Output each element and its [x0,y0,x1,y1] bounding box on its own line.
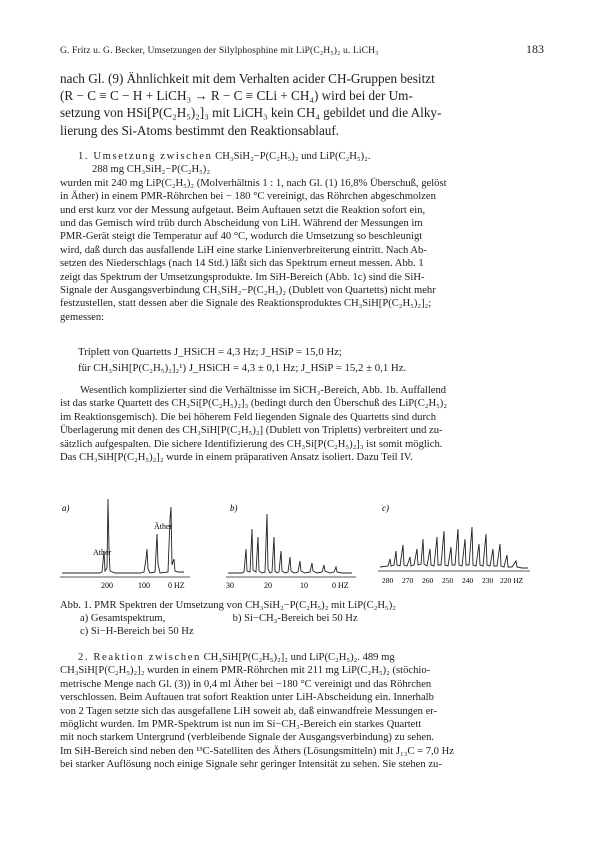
panel-b-tick: 0 HZ [332,581,349,590]
body-line: in Äther) in einem PMR-Röhrchen bei − 180 °C vereinigt, das Röhrchen abgeschmolzen [60,191,436,203]
section-2-first-line [60,651,548,664]
body-line: PMR-Gerät steigt die Temperatur auf 40 °C, wodurch die Umsetzung so beschleunigt [60,231,423,243]
body-line: festzustellen, statt dessen aber die Signale des Reaktionsproduktes CH₃SiH[P(C₂H₅)₂]₂; [60,298,432,310]
body-line: CH₃SiH[P(C₂H₅)₂]₂ wurden in einem PMR-Röhrchen mit 211 mg LiP(C₂H₅)₂ (stöchio- [60,665,431,677]
body-line: und das Gemisch wird trüb durch Abscheidung von LiH. Während der Messungen im [60,218,423,230]
body-line: Im SiH-Bereich sind neben den ¹³C-Satelliten des Äthers (Lösungsmitteln) mit J₁₃C = 7,0 Hz [60,745,454,757]
body-line: metrische Menge nach Gl. (3)) in 0,4 ml Äther bei −180 °C vereinigt und das Röhrchen [60,678,432,690]
body-line: von 2 Tagen setzte sich das ausgefallene LiH soweit ab, daß einwandfreie Messungen er- [60,705,438,717]
body-line: sätzlich aufgespalten. Die sichere Identifizierung des CH₃Si[P(C₂H₅)₂]₃ ist somit möglich. [60,438,443,450]
section-1 [60,150,548,324]
caption-title: Abb. 1. PMR Spektren der Umsetzung von CH₃SiH₂−P(C₂H₅)₂ mit LiP(C₂H₅)₂ [60,600,396,611]
panel-a-tick: 0 HZ [168,581,185,590]
body-line: Wesentlich komplizierter sind die Verhältnisse im SiCH₃-Bereich, Abb. 1b. Auffallend [80,385,447,396]
intro-line: lierung des Si-Atoms bestimmt den Reaktionsablauf. [60,122,340,138]
body-line: setzen des Niederschlags (nach 14 Std.) läßt sich das Spektrum erneut messen. Abb. 1 [60,258,424,270]
intro-line: nach Gl. (9) Ähnlichkeit mit dem Verhalten acider CH-Gruppen besitzt [60,71,435,86]
section-2 [60,651,548,772]
pmr-spectra-figure [60,489,548,601]
body-line: ist das starke Quartett des CH₃Si[P(C₂H₅)₂]₃ (bedingt durch den Überschuß des LiP(C₂H₅)₂ [60,398,448,410]
panel-a-annotation-ather-2: Äther [154,522,173,531]
body-line: möglicht wurden. Im PMR-Spektrum ist nun im Si−CH₃-Bereich ein starkes Quartett [60,719,422,731]
panel-b-tick: 20 [264,581,272,590]
section-1-formula: CH₃SiH₂−P(C₂H₅)₂ und LiP(C₂H₅)₂. [215,151,371,162]
running-header [60,42,544,58]
intro-line: setzung von HSi[P(C₂H₅)₂]₃ mit LiCH₃ kein CH₄ gebildet und die Alky- [60,105,442,121]
panel-c-tick: 270 [402,576,414,585]
panel-a-spectrum [62,499,184,573]
section-1-heading [60,150,548,163]
body-line: Signale der Ausgangsverbindung CH₃SiH₂−P(C₂H₅)₂ (Dublett von Quartetts) nicht mehr [60,285,436,297]
body-line: Das CH₃SiH[P(C₂H₅)₂]₂ wurde in einem präparativen Ansatz isoliert. Dazu Teil IV. [60,452,413,464]
panel-b-label: b) [230,503,238,513]
section-2-heading-rest: CH₃SiH[P(C₂H₅)₂]₂ und LiP(C₂H₅)₂. 489 mg [203,652,395,663]
panel-b-tick: 10 [300,581,308,590]
intro-line: (R − C ≡ C − H + LiCH₃ → R − C ≡ CLi + CH₄) wird bei der Um- [60,88,413,104]
panel-c-tick: 220 HZ [500,576,524,585]
body-line: im Reaktionsgemisch). Die bei höherem Feld liegenden Signale des Quartetts sind durch [60,411,436,423]
panel-a-tick: 200 [101,581,113,590]
body-line: zeigt das Spektrum der Umsetzungsprodukte. Im SiH-Bereich (Abb. 1c) sind die SiH- [60,271,425,283]
panel-b-spectrum [228,514,352,573]
caption-row [60,612,548,625]
caption-b: b) Si−CH₃-Bereich bei 50 Hz [232,613,358,625]
panel-b-tick: 30 [226,581,234,590]
panel-c-spectrum [380,527,528,568]
panel-c-tick: 260 [422,576,434,585]
body-line: gemessen: [60,311,105,323]
panel-c [378,503,530,585]
panel-a-tick: 100 [138,581,150,590]
panel-a [60,499,190,590]
body-line: verschlossen. Beim Auftauen trat sofort Reaktion unter LiH-Abscheidung ein. Innerhalb [60,692,434,704]
body-line: bei starker Auflösung noch einige Signale sehr geringer Intensität zu sehen. Sie stehen zu- [60,759,442,771]
page-number: 183 [526,42,544,56]
panel-c-tick: 250 [442,576,454,585]
body-line: mit noch starkem Untergrund (verbleibende Signale der Ausgangsverbindung) zu sehen. [60,732,435,744]
coupling-line: für CH₃SiH[P(C₂H₅)₂]₂¹) J_HSiCH = 4,3 ± 0,1 Hz; J_HSiP = 15,2 ± 0,1 Hz. [78,362,407,374]
coupling-line: Triplett von Quartetts J_HSiCH = 4,3 Hz; J_HSiP = 15,0 Hz; [78,346,342,358]
header-title: G. Fritz u. G. Becker, Umsetzungen der Silylphosphine mit LiP(C₂H₅)₂ u. LiCH₃ [60,45,379,56]
intro-paragraph [60,70,546,139]
caption-c: c) Si−H-Bereich bei 50 Hz [80,626,194,638]
body-line: wird, daß durch das ausfallende LiH eine starke Linienverbreiterung eintritt. Nach Ab- [60,244,427,256]
body-line: wurden mit 240 mg LiP(C₂H₅)₂ (Molverhältnis 1 : 1, nach Gl. (1) 16,8% Überschuß, gelöst [60,177,447,189]
body-line: und erst kurz vor der Messung aufgetaut. Beim Auftauen setzt die Reaktion sofort ein, [60,204,426,216]
panel-c-label: c) [382,503,389,513]
panel-b [226,503,356,590]
figure-caption [60,599,548,639]
section-1-label: 1. Umsetzung zwischen [78,151,213,162]
panel-c-tick: 240 [462,576,474,585]
coupling-constants [78,344,538,376]
section-1-amount: 288 mg CH₃SiH₂−P(C₂H₅)₂ [92,164,211,176]
panel-c-tick: 230 [482,576,494,585]
panel-a-annotation-ather: Ather [93,548,112,557]
panel-a-label: a) [62,503,70,513]
caption-a: a) Gesamtspektrum, [80,613,166,625]
body-line: Überlagerung mit denen des CH₃SiH[P(C₂H₅)₂] (Dublett von Tripletts) verbreitert und zu- [60,425,443,437]
section-2-label: 2. Reaktion zwischen [78,652,201,663]
section-1-continued [60,384,548,464]
panel-c-tick: 280 [382,576,394,585]
